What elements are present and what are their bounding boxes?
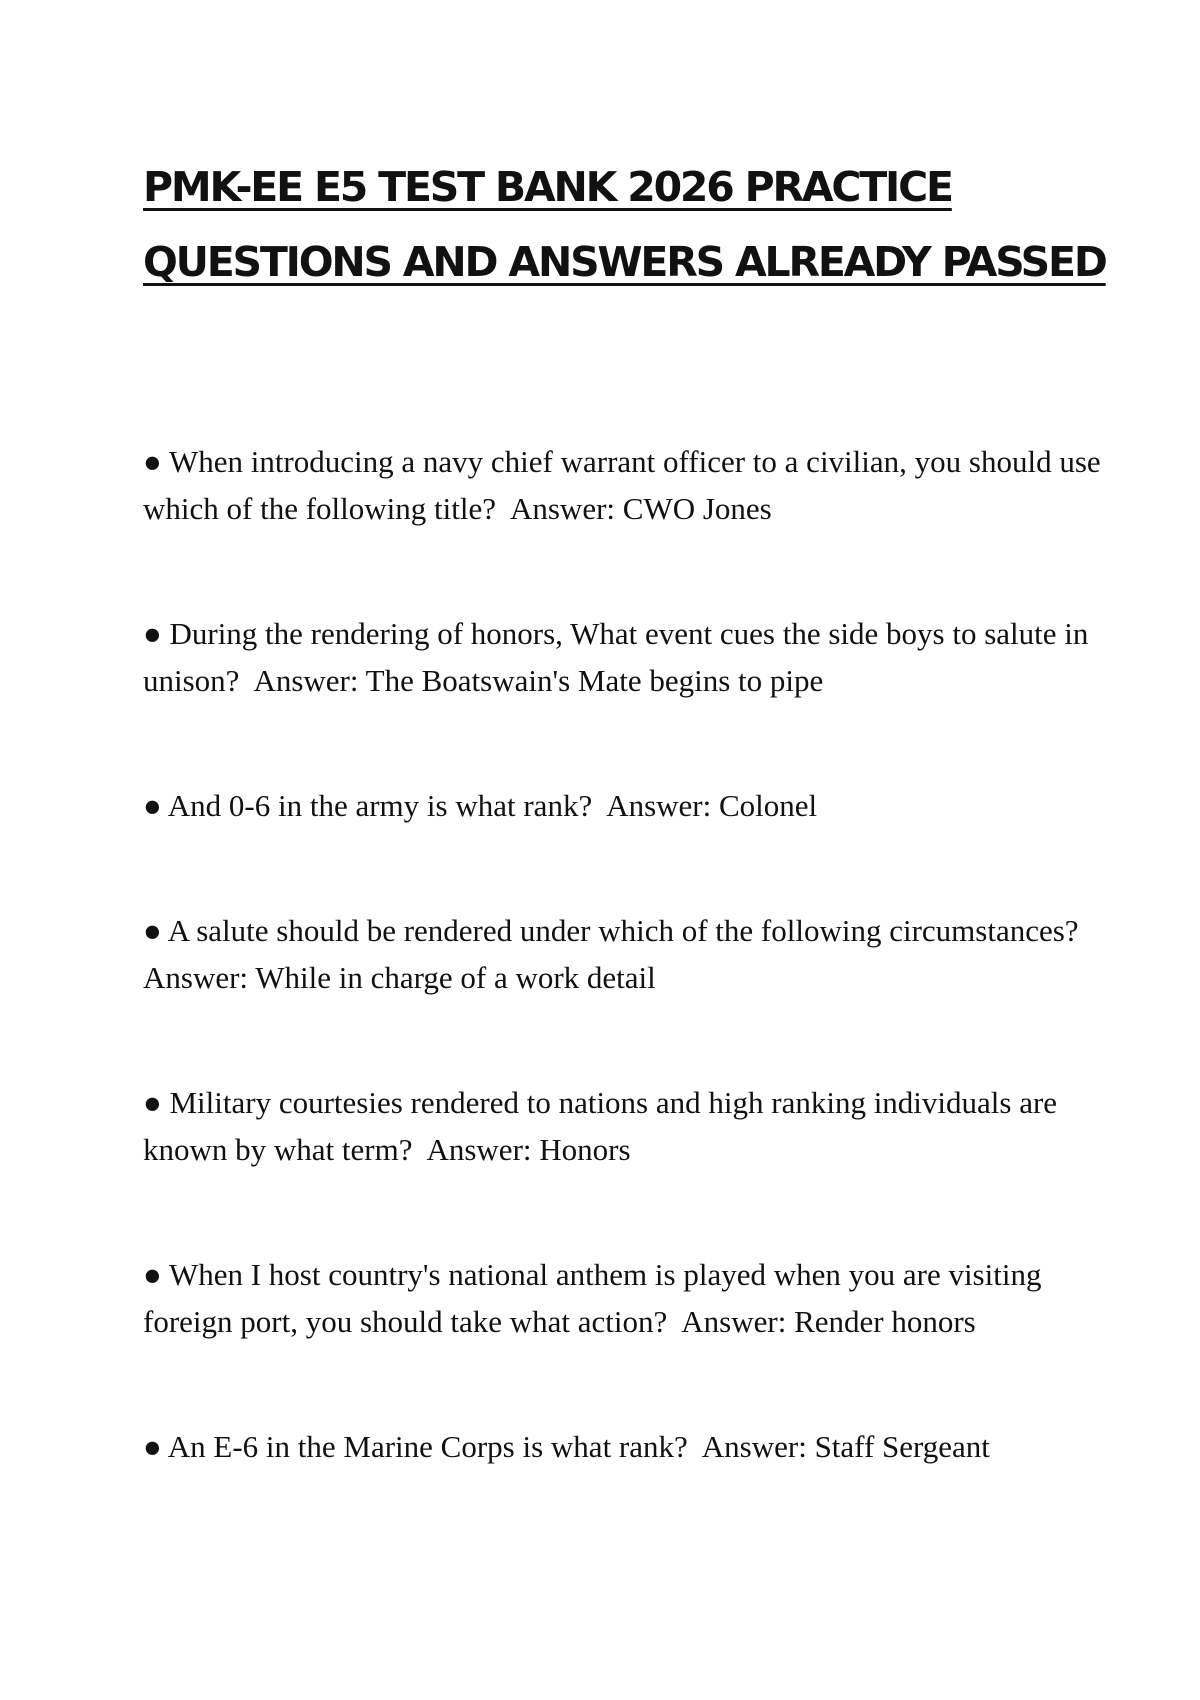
question-item-6: [143, 1251, 1103, 1345]
question-text: During the rendering of honors, What event cues the side boys to salute in unison?: [143, 616, 1089, 698]
bullet-icon: ●: [143, 788, 162, 823]
question-item-7: [143, 1423, 1103, 1470]
question-item-5: [143, 1079, 1103, 1173]
question-text: A salute should be rendered under which of the following circumstances?: [167, 913, 1079, 948]
answer-text: Answer: While in charge of a work detail: [143, 960, 656, 995]
title-line-1: PMK-EE E5 TEST BANK 2026 PRACTICE: [143, 163, 952, 211]
question-text: When introducing a navy chief warrant officer to a civilian, you should use which of the following title?: [143, 444, 1101, 526]
bullet-icon: ●: [143, 1257, 162, 1292]
question-item-3: [143, 782, 1103, 829]
bullet-icon: ●: [143, 616, 162, 651]
question-item-2: [143, 610, 1103, 704]
question-text: When I host country's national anthem is played when you are visiting foreign port, you should take what action?: [143, 1257, 1042, 1339]
question-item-4: [143, 907, 1103, 1001]
question-text: An E-6 in the Marine Corps is what rank?: [167, 1429, 688, 1464]
bullet-icon: ●: [143, 444, 162, 479]
question-text: Military courtesies rendered to nations and high ranking individuals are known by what term?: [143, 1085, 1058, 1167]
question-text: And 0-6 in the army is what rank?: [167, 788, 593, 823]
answer-text: Answer: The Boatswain's Mate begins to pipe: [253, 663, 824, 698]
document-title: [143, 150, 1106, 300]
answer-text: Answer: Render honors: [681, 1304, 976, 1339]
question-item-1: [143, 438, 1103, 532]
answer-text: Answer: Honors: [426, 1132, 631, 1167]
answer-text: Answer: Staff Sergeant: [701, 1429, 990, 1464]
answer-text: Answer: CWO Jones: [509, 491, 772, 526]
title-line-2: QUESTIONS AND ANSWERS ALREADY PASSED: [143, 238, 1106, 286]
question-list: [143, 438, 1103, 1548]
bullet-icon: ●: [143, 913, 162, 948]
bullet-icon: ●: [143, 1429, 162, 1464]
answer-text: Answer: Colonel: [606, 788, 818, 823]
bullet-icon: ●: [143, 1085, 162, 1120]
